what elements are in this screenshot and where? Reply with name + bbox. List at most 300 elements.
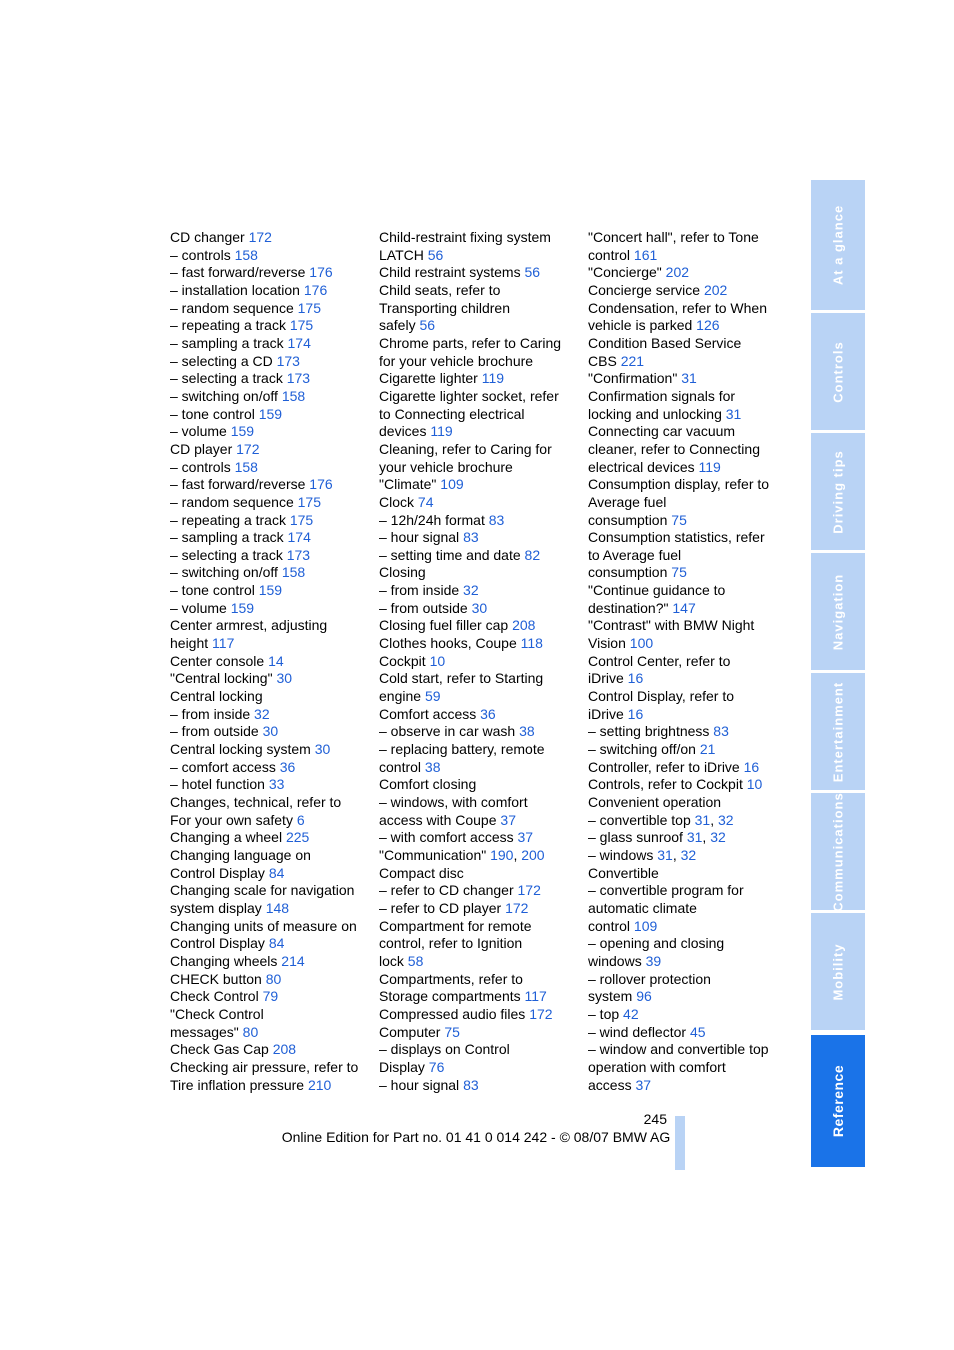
side-tab-reference[interactable]	[811, 1035, 865, 1167]
entry-text: Checking air pressure, refer to	[170, 1058, 359, 1075]
page-reference-link[interactable]: 190	[490, 846, 514, 863]
page-reference-link[interactable]: 30	[314, 741, 331, 758]
side-tab-label: Driving tips	[830, 449, 846, 534]
entry-text: – installation location	[170, 281, 304, 298]
page-reference-link[interactable]: 96	[636, 988, 652, 1005]
index-entry	[379, 1077, 579, 1095]
entry-text: – from outside	[379, 599, 472, 616]
entry-text: – comfort access	[170, 758, 280, 775]
index-entry	[588, 282, 788, 300]
side-tab-navigation[interactable]	[811, 553, 865, 670]
index-entry	[379, 953, 579, 971]
page-reference-link[interactable]: 16	[743, 758, 760, 775]
index-entry	[588, 582, 788, 600]
index-entry	[170, 529, 370, 547]
index-entry	[170, 282, 370, 300]
index-entry	[170, 564, 370, 582]
index-entry	[170, 847, 370, 865]
entry-text: access	[588, 1076, 636, 1093]
entry-text: "Continue guidance to	[588, 582, 726, 599]
entry-text: control	[588, 917, 634, 934]
page-reference-link[interactable]: 174	[287, 334, 311, 351]
page-reference-link[interactable]: 214	[281, 952, 305, 969]
entry-text: Consumption statistics, refer	[588, 529, 765, 546]
page-reference-link[interactable]: 16	[627, 705, 644, 722]
page-reference-link[interactable]: 109	[440, 476, 464, 493]
entry-text: Vision	[588, 635, 630, 652]
page-reference-link[interactable]: 174	[287, 529, 311, 546]
entry-text: to Average fuel	[588, 546, 682, 563]
entry-text: Closing	[379, 564, 426, 581]
index-entry	[170, 229, 370, 247]
page-reference-link[interactable]: 30	[262, 723, 279, 740]
index-entry	[588, 441, 788, 459]
page-reference-link[interactable]: 58	[407, 952, 424, 969]
index-column-1	[170, 229, 370, 1094]
side-tab-driving-tips[interactable]	[811, 433, 865, 550]
entry-text: "Contrast" with BMW Night	[588, 617, 755, 634]
index-entry	[379, 282, 579, 300]
index-entry	[588, 794, 788, 812]
entry-text: Consumption display, refer to	[588, 476, 770, 493]
page-reference-link[interactable]: 31	[725, 405, 742, 422]
index-entry	[379, 335, 579, 353]
page-reference-link[interactable]: 202	[665, 264, 690, 281]
page-reference-link[interactable]: 32	[254, 705, 270, 722]
entry-text: engine	[379, 688, 425, 705]
index-entry	[379, 300, 579, 318]
entry-text: For your own safety	[170, 811, 297, 828]
page-reference-link[interactable]: 79	[262, 988, 279, 1005]
entry-text: Clothes hooks, Coupe	[379, 635, 521, 652]
page-reference-link[interactable]: 39	[645, 952, 662, 969]
index-entry	[588, 918, 788, 936]
index-entry	[170, 794, 370, 812]
index-entry	[170, 317, 370, 335]
page-reference-link[interactable]: 148	[265, 899, 290, 916]
page-reference-link[interactable]: 84	[268, 864, 285, 881]
index-entry	[170, 547, 370, 565]
index-entry	[379, 529, 579, 547]
entry-text: – volume	[170, 423, 231, 440]
index-entry	[588, 882, 788, 900]
entry-text: CD changer	[170, 229, 249, 245]
index-entry	[588, 335, 788, 353]
entry-text: for your vehicle brochure	[379, 352, 534, 369]
index-entry	[379, 264, 579, 282]
page-reference-link[interactable]: 83	[463, 529, 479, 546]
page-reference-link[interactable]: 173	[276, 352, 300, 369]
index-entry	[588, 1024, 788, 1042]
page-reference-link[interactable]: 83	[713, 723, 729, 740]
entry-text: Changing language on	[170, 846, 311, 863]
page-reference-link[interactable]: 175	[297, 493, 321, 510]
entry-text: Compartment for remote	[379, 917, 532, 934]
page-reference-link[interactable]: 31	[657, 846, 673, 863]
page-reference-link[interactable]: 74	[417, 493, 434, 510]
page-reference-link[interactable]: 83	[463, 1076, 479, 1093]
page-reference-link[interactable]: 161	[633, 246, 658, 263]
entry-text: Changing scale for navigation	[170, 882, 355, 899]
page-reference-link[interactable]: 208	[512, 617, 536, 634]
side-tab-strip	[811, 180, 865, 1167]
entry-text: Cleaning, refer to Caring for	[379, 440, 552, 457]
entry-text: Display	[379, 1058, 429, 1075]
index-entry	[170, 688, 370, 706]
index-entry	[379, 635, 579, 653]
index-entry	[379, 847, 579, 865]
entry-text: Changing a wheel	[170, 829, 286, 846]
entry-text: locking and unlocking	[588, 405, 726, 422]
page-reference-link[interactable]: 172	[517, 882, 541, 899]
page-reference-link[interactable]: 175	[297, 299, 321, 316]
entry-text: – hotel function	[170, 776, 269, 793]
page-reference-link[interactable]: 75	[671, 564, 687, 581]
entry-text: – hour signal	[379, 529, 464, 546]
entry-text: Computer	[379, 1023, 445, 1040]
entry-text: CBS	[588, 352, 621, 369]
page-reference-link[interactable]: 37	[635, 1076, 652, 1093]
page-reference-link[interactable]: 225	[285, 829, 310, 846]
entry-text: – fast forward/reverse	[170, 476, 310, 493]
side-tab-label: Reference	[830, 1064, 846, 1138]
entry-text: Confirmation signals for	[588, 387, 736, 404]
entry-text: – wind deflector	[588, 1023, 690, 1040]
entry-text: Convenient operation	[588, 794, 722, 810]
entry-text: – switching on/off	[170, 387, 282, 404]
index-entry	[379, 476, 579, 494]
page-reference-link[interactable]: 158	[234, 246, 258, 263]
page-reference-link[interactable]: 109	[633, 917, 658, 934]
side-tab-mobility[interactable]	[811, 913, 865, 1030]
entry-text: Control Center, refer to	[588, 652, 731, 669]
entry-text: "Confirmation"	[588, 370, 682, 387]
index-entry	[588, 670, 788, 688]
index-entry	[170, 829, 370, 847]
page-reference-link[interactable]: 172	[236, 440, 260, 457]
index-entry	[379, 776, 579, 794]
page-reference-link[interactable]: 6	[296, 811, 305, 828]
entry-text: control, refer to Ignition	[379, 935, 523, 952]
index-entry	[588, 547, 788, 565]
page-reference-link[interactable]: 56	[524, 264, 541, 281]
index-entry	[588, 229, 788, 247]
page-reference-link[interactable]: 159	[258, 405, 283, 422]
page-reference-link[interactable]: 80	[265, 970, 282, 987]
entry-text: ,	[513, 846, 522, 863]
entry-text: consumption	[588, 511, 672, 528]
page-reference-link[interactable]: 158	[281, 387, 306, 404]
entry-text: automatic climate	[588, 899, 697, 916]
page-reference-link[interactable]: 82	[524, 546, 541, 563]
page-reference-link[interactable]: 158	[234, 458, 258, 475]
index-entry	[379, 229, 579, 247]
entry-text: Center armrest, adjusting	[170, 617, 328, 634]
entry-text: – from inside	[379, 582, 464, 599]
page-reference-link[interactable]: 16	[627, 670, 644, 687]
entry-text: Central locking	[170, 688, 263, 705]
page-reference-link[interactable]: 172	[248, 229, 272, 245]
index-entry	[588, 953, 788, 971]
entry-text: – refer to CD player	[379, 899, 506, 916]
entry-text: to Connecting electrical	[379, 405, 525, 422]
entry-text: your vehicle brochure	[379, 458, 513, 475]
index-entry	[379, 494, 579, 512]
page-reference-link[interactable]: 210	[307, 1076, 332, 1093]
index-entry	[588, 688, 788, 706]
page-reference-link[interactable]: 173	[286, 370, 311, 387]
entry-text: – random sequence	[170, 299, 298, 316]
entry-text: – sampling a track	[170, 529, 288, 546]
page-reference-link[interactable]: 37	[517, 829, 534, 846]
side-tab-label: Navigation	[830, 573, 846, 650]
page-reference-link[interactable]: 119	[698, 458, 721, 475]
page-reference-link[interactable]: 10	[746, 776, 763, 793]
index-entry	[170, 423, 370, 441]
page-reference-link[interactable]: 75	[671, 511, 687, 528]
index-entry	[379, 441, 579, 459]
index-entry	[170, 353, 370, 371]
page-reference-link[interactable]: 175	[289, 511, 314, 528]
entry-text: ,	[710, 811, 718, 828]
index-entry	[379, 512, 579, 530]
page-marker-bar	[675, 1116, 685, 1170]
entry-text: ,	[672, 846, 681, 863]
index-entry	[379, 918, 579, 936]
entry-text: Cigarette lighter socket, refer	[379, 387, 559, 404]
page-reference-link[interactable]: 56	[427, 246, 444, 263]
index-entry	[170, 935, 370, 953]
index-entry	[170, 971, 370, 989]
index-entry	[379, 829, 579, 847]
entry-text: Compressed audio files	[379, 1005, 530, 1022]
page-reference-link[interactable]: 126	[696, 317, 720, 334]
page-reference-link[interactable]: 118	[520, 635, 543, 652]
page-reference-link[interactable]: 32	[717, 811, 734, 828]
page-reference-link[interactable]: 202	[703, 281, 728, 298]
entry-text: – controls	[170, 246, 235, 263]
index-entry	[170, 476, 370, 494]
entry-text: Controller, refer to iDrive	[588, 758, 744, 775]
side-tab-at-a-glance[interactable]	[811, 180, 865, 310]
page-reference-link[interactable]: 42	[623, 1005, 639, 1022]
index-entry	[588, 971, 788, 989]
side-tab-entertainment[interactable]	[811, 673, 865, 790]
page-reference-link[interactable]: 30	[471, 599, 488, 616]
page-reference-link[interactable]: 175	[289, 317, 314, 334]
page-reference-link[interactable]: 31	[681, 370, 697, 387]
index-entry	[379, 688, 579, 706]
page-reference-link[interactable]: 36	[279, 758, 296, 775]
page-reference-link[interactable]: 32	[463, 582, 479, 599]
index-entry	[588, 388, 788, 406]
index-entry	[170, 882, 370, 900]
page-reference-link[interactable]: 221	[620, 352, 645, 369]
side-tab-controls[interactable]	[811, 313, 865, 430]
index-entry	[379, 971, 579, 989]
entry-text: – observe in car wash	[379, 723, 520, 740]
entry-text: Control Display, refer to	[588, 688, 735, 705]
page-reference-link[interactable]: 31	[686, 829, 703, 846]
entry-text: – replacing battery, remote	[379, 741, 545, 758]
index-entry	[170, 653, 370, 671]
page-reference-link[interactable]: 84	[268, 935, 285, 952]
page-reference-link[interactable]: 159	[230, 423, 255, 440]
entry-text: Clock	[379, 493, 418, 510]
page-reference-link[interactable]: 176	[309, 476, 333, 493]
page-reference-link[interactable]: 36	[480, 705, 496, 722]
page-reference-link[interactable]: 14	[268, 652, 284, 669]
entry-text: – rollover protection	[588, 970, 711, 987]
entry-text: – controls	[170, 458, 235, 475]
index-entry	[379, 547, 579, 565]
index-entry	[379, 370, 579, 388]
page-reference-link[interactable]: 37	[500, 811, 516, 828]
page-reference-link[interactable]: 33	[268, 776, 285, 793]
index-entry	[588, 759, 788, 777]
entry-text: cleaner, refer to Connecting	[588, 440, 760, 457]
index-entry	[170, 741, 370, 759]
entry-text: "Check Control	[170, 1005, 264, 1022]
page-reference-link[interactable]: 32	[680, 846, 697, 863]
index-entry	[379, 794, 579, 812]
page-reference-link[interactable]: 200	[521, 846, 545, 863]
footer-edition-line: Online Edition for Part no. 01 41 0 014 242 - © 08/07 BMW AG	[281, 1129, 671, 1145]
index-entry	[379, 812, 579, 830]
entry-text: – sampling a track	[170, 334, 288, 351]
page-reference-link[interactable]: 76	[428, 1058, 445, 1075]
index-entry	[170, 247, 370, 265]
entry-text: – setting brightness	[588, 723, 714, 740]
page-reference-link[interactable]: 173	[286, 546, 311, 563]
entry-text: – repeating a track	[170, 511, 290, 528]
entry-text: Condensation, refer to When	[588, 299, 767, 316]
page-reference-link[interactable]: 147	[672, 599, 696, 616]
page-reference-link[interactable]: 159	[230, 599, 255, 616]
page-reference-link[interactable]: 208	[272, 1041, 297, 1058]
page-reference-link[interactable]: 158	[281, 564, 306, 581]
page-reference-link[interactable]: 117	[524, 988, 547, 1005]
entry-text: – switching off/on	[588, 741, 700, 758]
side-tab-communications[interactable]	[811, 793, 865, 910]
page-reference-link[interactable]: 56	[419, 317, 436, 334]
page-reference-link[interactable]: 38	[519, 723, 535, 740]
index-entry	[588, 741, 788, 759]
index-entry	[588, 635, 788, 653]
entry-text: Cigarette lighter	[379, 370, 482, 387]
page-reference-link[interactable]: 31	[694, 811, 711, 828]
entry-text: devices	[379, 423, 431, 440]
entry-text: Chrome parts, refer to Caring	[379, 334, 562, 351]
entry-text: Storage compartments	[379, 988, 525, 1005]
page-reference-link[interactable]: 32	[710, 829, 726, 846]
page-reference-link[interactable]: 75	[444, 1023, 460, 1040]
index-entry	[379, 935, 579, 953]
index-entry	[588, 1006, 788, 1024]
page-reference-link[interactable]: 176	[309, 264, 333, 281]
index-entry	[170, 988, 370, 1006]
entry-text: Controls, refer to Cockpit	[588, 776, 747, 793]
entry-text: Transporting children	[379, 299, 510, 316]
index-entry	[170, 635, 370, 653]
page-number: 245	[643, 1111, 667, 1127]
index-entry	[588, 653, 788, 671]
entry-text: – displays on Control	[379, 1041, 510, 1058]
page-reference-link[interactable]: 176	[303, 281, 328, 298]
entry-text: operation with comfort	[588, 1058, 726, 1075]
entry-text: electrical devices	[588, 458, 699, 475]
entry-text: Changes, technical, refer to	[170, 794, 342, 810]
index-entry	[170, 335, 370, 353]
index-entry	[588, 406, 788, 424]
entry-text: – repeating a track	[170, 317, 290, 334]
page-reference-link[interactable]: 100	[629, 635, 654, 652]
index-entry	[170, 812, 370, 830]
entry-text: Check Gas Cap	[170, 1041, 273, 1058]
entry-text: – from outside	[170, 723, 263, 740]
page-reference-link[interactable]: 45	[689, 1023, 706, 1040]
page-reference-link[interactable]: 172	[505, 899, 529, 916]
entry-text: "Climate"	[379, 476, 441, 493]
entry-text: – random sequence	[170, 493, 298, 510]
entry-text: – hour signal	[379, 1076, 464, 1093]
entry-text: – window and convertible top	[588, 1041, 769, 1058]
entry-text: Central locking system	[170, 741, 315, 758]
index-entry	[170, 706, 370, 724]
entry-text: Cockpit	[379, 652, 430, 669]
entry-text: CHECK button	[170, 970, 266, 987]
index-entry	[379, 617, 579, 635]
page-reference-link[interactable]: 80	[242, 1023, 259, 1040]
index-entry	[170, 1041, 370, 1059]
page-reference-link[interactable]: 159	[258, 582, 283, 599]
index-entry	[588, 476, 788, 494]
page-reference-link[interactable]: 83	[488, 511, 505, 528]
index-entry	[379, 759, 579, 777]
index-entry	[588, 459, 788, 477]
index-entry	[379, 706, 579, 724]
page-reference-link[interactable]: 59	[424, 688, 441, 705]
index-entry	[170, 300, 370, 318]
entry-text: system	[588, 988, 637, 1005]
index-entry	[588, 829, 788, 847]
entry-text: CD player	[170, 440, 237, 457]
index-entry	[379, 1006, 579, 1024]
index-entry	[588, 600, 788, 618]
entry-text: windows	[588, 952, 646, 969]
entry-text: – convertible top	[588, 811, 695, 828]
page-reference-link[interactable]: 30	[276, 670, 293, 687]
page-reference-link[interactable]: 10	[429, 652, 446, 669]
entry-text: Child-restraint fixing system	[379, 229, 551, 245]
side-tab-label: At a glance	[830, 204, 846, 286]
index-entry	[379, 353, 579, 371]
index-entry	[588, 1041, 788, 1059]
page-reference-link[interactable]: 119	[430, 423, 453, 440]
entry-text: Comfort access	[379, 705, 481, 722]
index-entry	[379, 317, 579, 335]
index-entry	[170, 670, 370, 688]
index-column-3	[588, 229, 788, 1094]
entry-text: Condition Based Service	[588, 334, 742, 351]
page-reference-link[interactable]: 117	[212, 635, 235, 652]
page-reference-link[interactable]: 119	[481, 370, 505, 387]
entry-text: – windows	[588, 846, 658, 863]
page-reference-link[interactable]: 172	[529, 1005, 553, 1022]
index-entry	[379, 723, 579, 741]
page-reference-link[interactable]: 38	[424, 758, 441, 775]
page-reference-link[interactable]: 21	[699, 741, 716, 758]
